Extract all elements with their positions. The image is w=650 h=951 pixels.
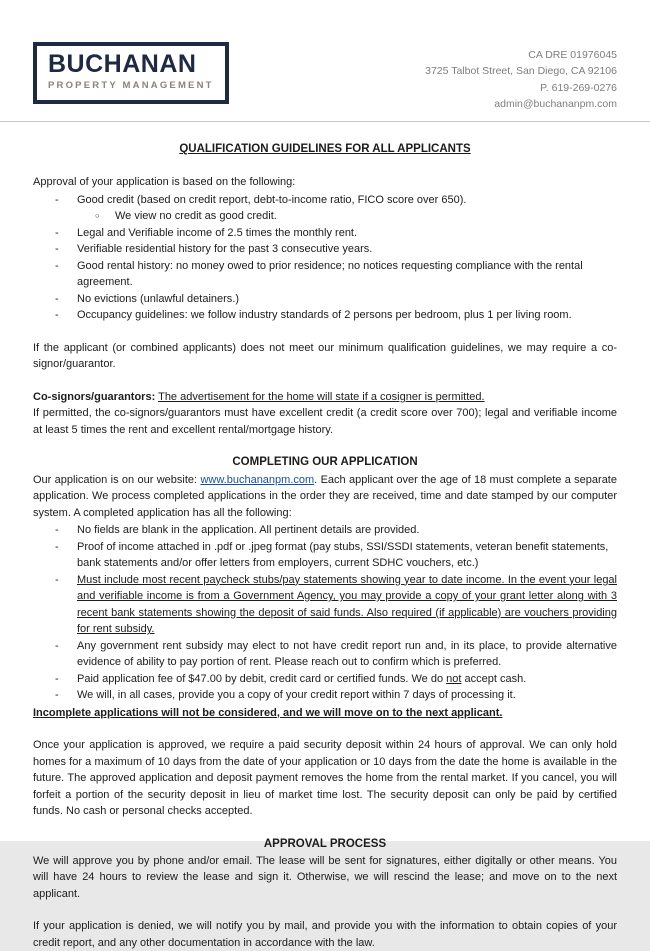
approval-process-paragraph-2: If your application is denied, we will notify you by mail, and provide you with the information to obtain copies of your credit report, and any other documentation in accordance with the law.	[33, 920, 617, 949]
letterhead	[33, 42, 617, 112]
list-item	[33, 192, 617, 209]
list-subitem-text: We view no credit as good credit.	[115, 210, 277, 223]
cosigner-note: If the applicant (or combined applicants) does not meet our minimum qualification guidelines, we may require a co-signor/guarantor.	[33, 341, 617, 371]
completing-intro	[33, 472, 617, 522]
company-logo	[33, 42, 229, 104]
dash-bullet-icon: -	[55, 639, 59, 652]
contact-line-email: admin@buchananpm.com	[494, 97, 617, 110]
contact-line-address: 3725 Talbot Street, San Diego, CA 92106	[425, 65, 617, 78]
document-title: QUALIFICATION GUIDELINES FOR ALL APPLICANTS	[179, 143, 471, 156]
dash-bullet-icon: -	[55, 540, 59, 553]
dash-bullet-icon: -	[55, 259, 59, 272]
dash-bullet-icon: -	[55, 672, 59, 685]
dash-bullet-icon: -	[55, 524, 59, 537]
deposit-paragraph: Once your application is approved, we require a paid security deposit within 24 hours of approval. We can only hold homes for a maximum of 10 days from the date of your application or 10 days from the date the home is available in the future. The approved application and deposit payment removes the home from the rental market. If you cancel, you will forfeit a portion of the security deposit in lieu of market time lost. The security deposit can only be paid by certified funds. No cash or personal checks accepted.	[33, 739, 617, 818]
completing-heading: COMPLETING OUR APPLICATION	[232, 456, 418, 469]
list-item	[33, 241, 617, 258]
circle-bullet-icon: ○	[95, 211, 100, 221]
dash-bullet-icon: -	[55, 573, 59, 586]
list-item-fee	[77, 671, 617, 688]
website-link[interactable]: www.buchananpm.com	[200, 473, 315, 486]
dash-bullet-icon: -	[55, 309, 59, 322]
incomplete-applications-warning: Incomplete applications will not be considered, and we will move on to the next applicant.	[33, 706, 503, 719]
list-item	[33, 539, 617, 572]
list-item-text: Occupancy guidelines: we follow industry standards of 2 persons per bedroom, plus 1 per living room.	[77, 309, 572, 322]
list-item	[33, 671, 617, 688]
company-logo-name: BUCHANAN	[48, 50, 197, 78]
dash-bullet-icon: -	[55, 292, 59, 305]
fee-text-before: Paid application fee of $47.00 by debit, credit card or certified funds. We do	[77, 672, 447, 685]
cosigners-body: If permitted, the co-signors/guarantors must have excellent credit (a credit score over 700); legal and verifiable income at least 5 times the rent and excellent rental/mortgage history.	[33, 407, 617, 436]
fee-not-underlined: not	[446, 672, 462, 685]
approval-process-paragraph-1: We will approve you by phone and/or email. The lease will be sent for signatures, either digitally or other means. You will have 24 hours to review the lease and sign it. Otherwise, we will rescind the lease; and move on to the next applicant.	[33, 854, 617, 900]
list-item-text: Verifiable residential history for the past 3 consecutive years.	[77, 243, 373, 256]
list-item-text: No evictions (unlawful detainers.)	[77, 292, 240, 305]
dash-bullet-icon: -	[55, 226, 59, 239]
list-item-text: Proof of income attached in .pdf or .jpeg format (pay stubs, SSI/SSDI statements, veteran benefit statements, bank statements and/or offer letters from employers, current SDHC vouchers, etc.)	[77, 540, 609, 570]
fee-text-after: accept cash.	[461, 672, 527, 685]
list-item-text: Any government rent subsidy may elect to not have credit report run and, in its place, to provide alternative evidence of ability to pay portion of rent. Please reach out to confirm which is preferred.	[77, 639, 617, 669]
cosigners-label: Co-signors/guarantors:	[33, 390, 156, 403]
company-logo-subtitle: PROPERTY MANAGEMENT	[48, 80, 214, 92]
header-divider	[0, 121, 650, 122]
list-item-text: We will, in all cases, provide you a copy of your credit report within 7 days of processing it.	[77, 689, 516, 702]
contact-info	[425, 42, 617, 112]
list-item	[33, 522, 617, 539]
list-item	[33, 687, 617, 704]
dash-bullet-icon: -	[55, 193, 59, 206]
approval-process-heading: APPROVAL PROCESS	[263, 837, 387, 850]
cosigners-paragraph	[33, 389, 617, 439]
list-item-text: Legal and Verifiable income of 2.5 times the monthly rent.	[77, 226, 358, 239]
contact-line-dre: CA DRE 01976045	[528, 49, 617, 61]
dash-bullet-icon: -	[55, 243, 59, 256]
completing-intro-before-link: Our application is on our website:	[33, 473, 201, 486]
approval-intro: Approval of your application is based on the following:	[33, 176, 296, 189]
list-item-text-underlined: Must include most recent paycheck stubs/pay statements showing year to date income. In the event your legal and verifiable income is from a Government Agency, you may provide a copy of your grant letter along with 3 recent bank statements showing the deposit of said funds. Also required (if applicable) are vouchers providing for rent subsidy.	[77, 573, 617, 636]
dash-bullet-icon: -	[55, 689, 59, 702]
list-item	[33, 225, 617, 242]
list-item	[33, 307, 617, 324]
list-item	[33, 258, 617, 291]
qualification-list	[33, 192, 617, 324]
completed-application-list	[33, 522, 617, 704]
list-subitem	[33, 208, 617, 225]
cosigners-underlined-text: The advertisement for the home will state if a cosigner is permitted.	[158, 390, 485, 403]
contact-line-phone: P. 619-269-0276	[540, 81, 617, 94]
list-item	[33, 572, 617, 638]
completing-intro-after-link: . Each applicant over the age of 18 must complete a separate application. We process completed applications in the order they are received, time and date stamped by our computer system. A completed application has all the following:	[33, 473, 617, 519]
list-item-text: Good credit (based on credit report, debt-to-income ratio, FICO score over 650).	[77, 193, 467, 206]
list-item	[33, 638, 617, 671]
list-item-text: Good rental history: no money owed to prior residence; no notices requesting compliance with the rental agreement.	[77, 259, 583, 289]
list-item-text: No fields are blank in the application. All pertinent details are provided.	[77, 524, 420, 537]
list-item	[33, 291, 617, 308]
